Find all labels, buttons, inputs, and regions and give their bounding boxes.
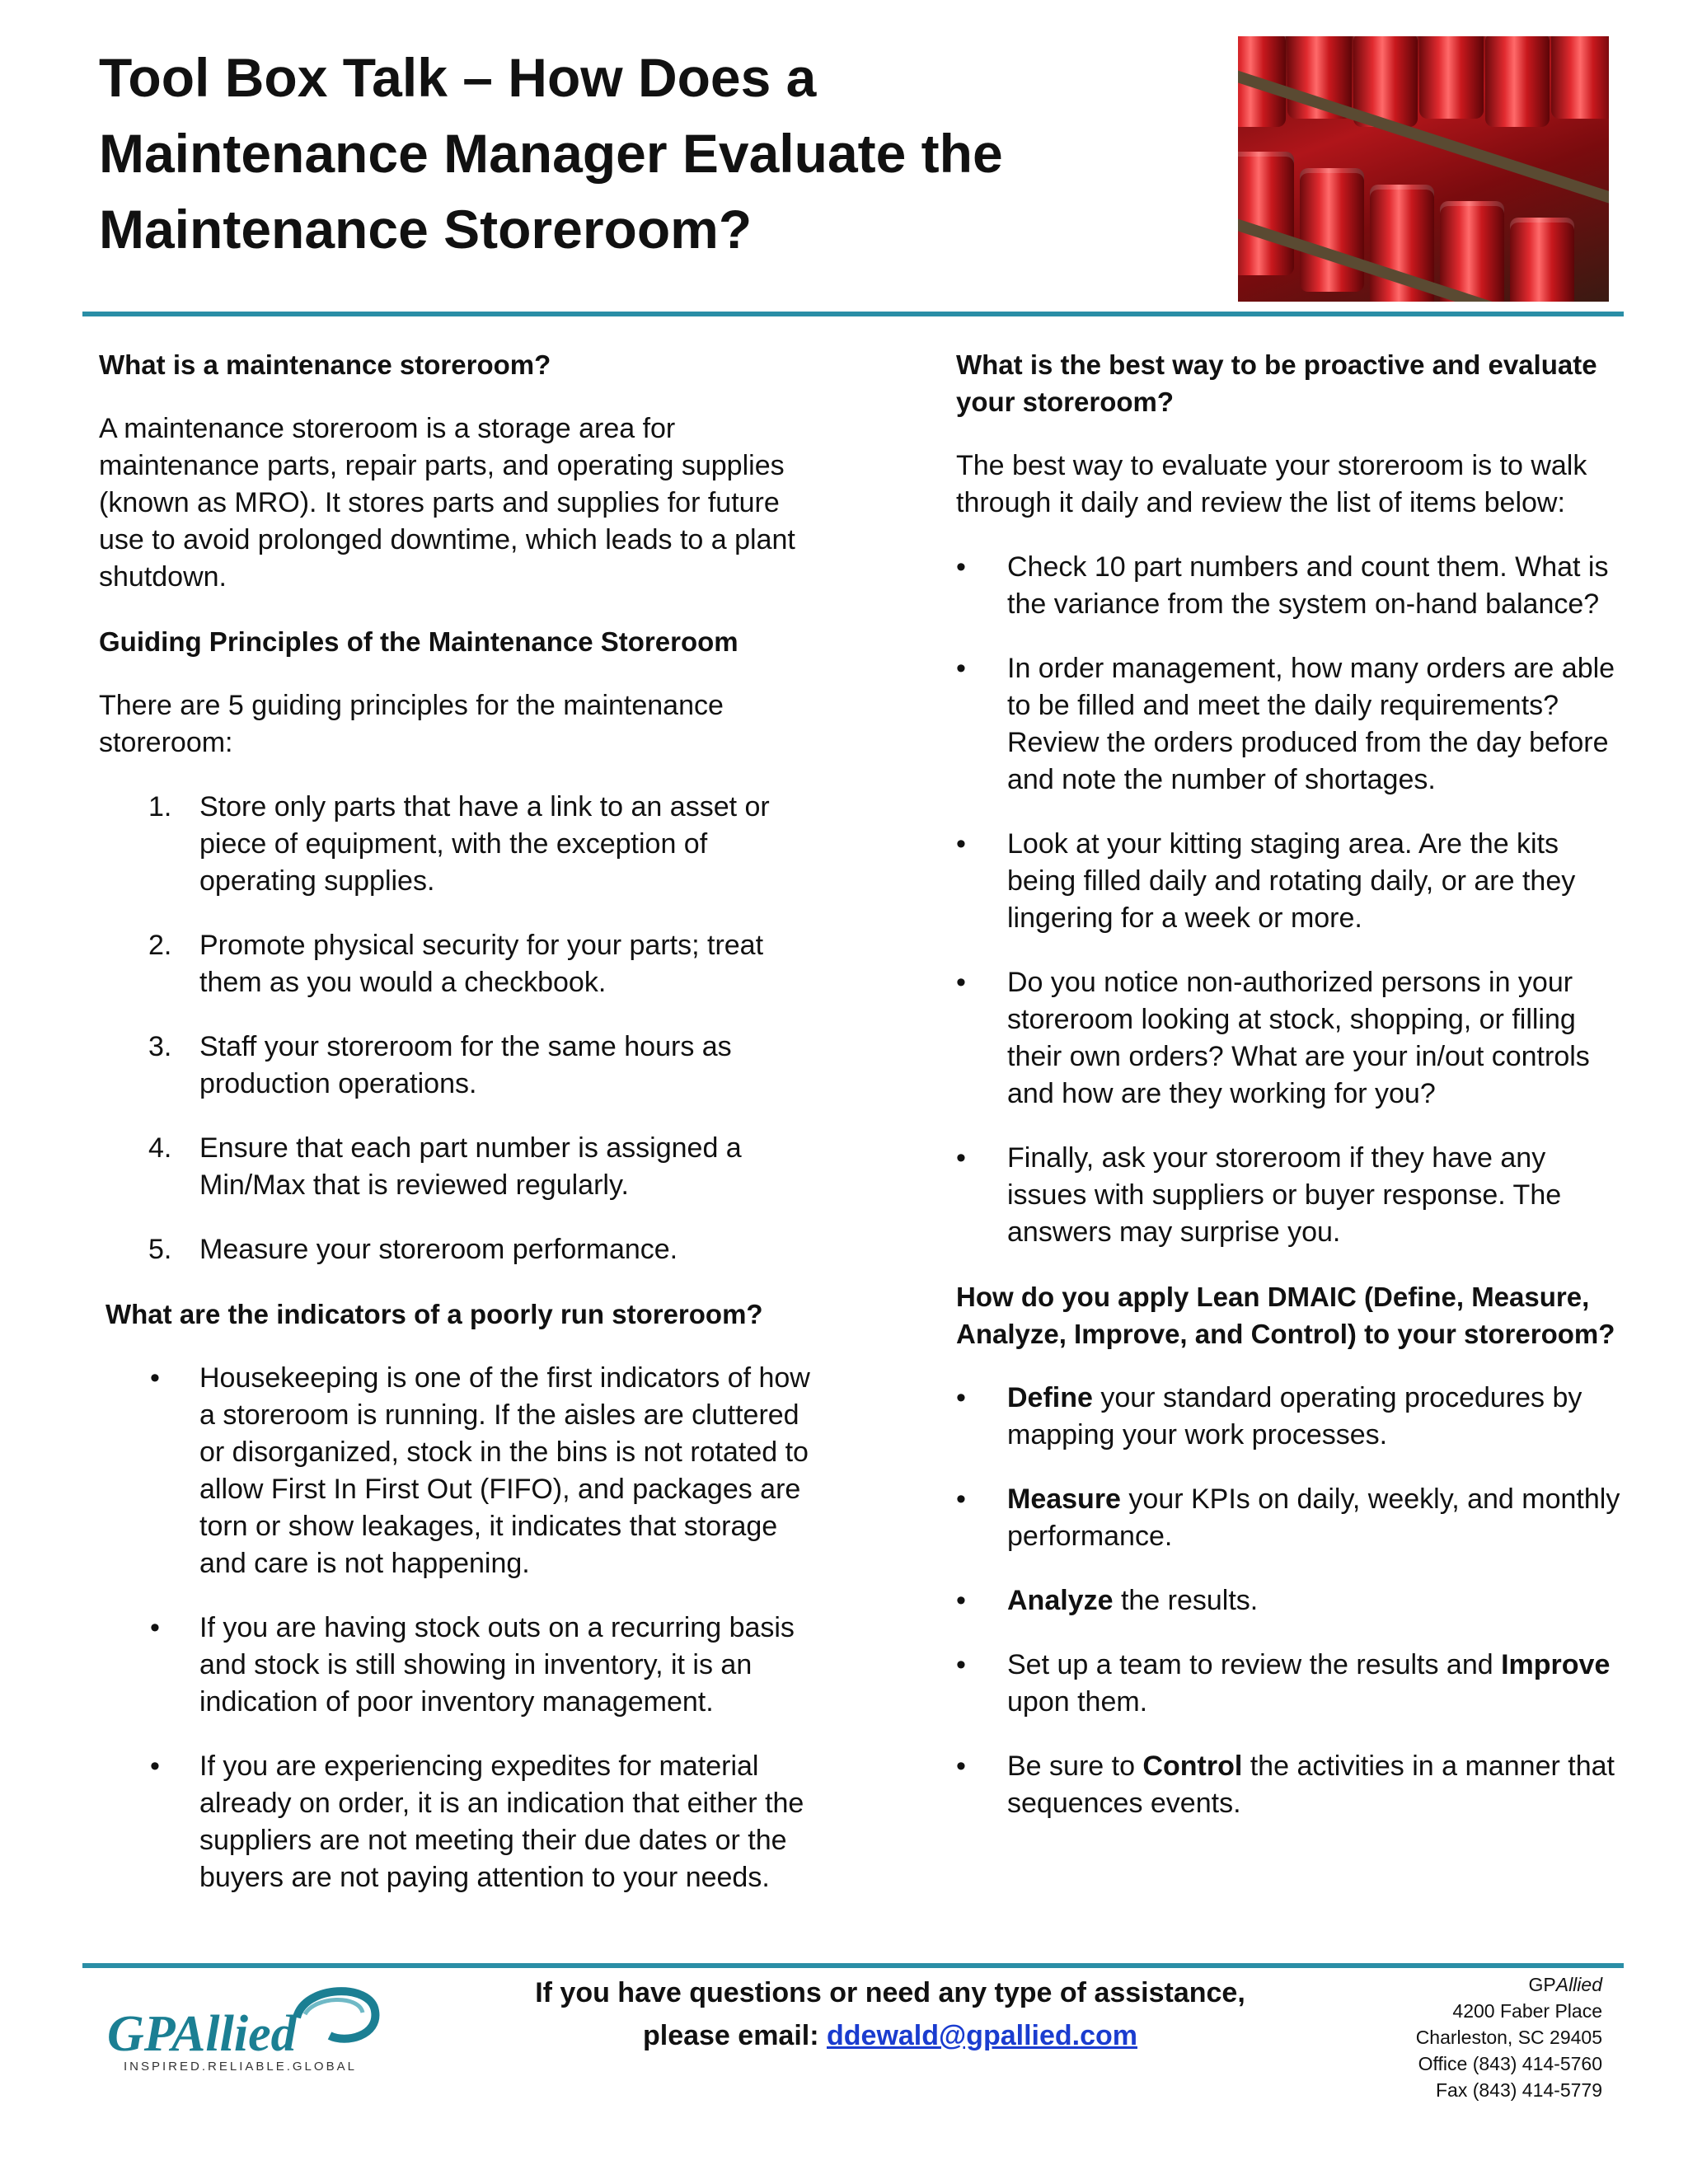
gpallied-logo <box>99 1978 396 2077</box>
contact-line-1: If you have questions or need any type of assistance, <box>535 1977 1245 2008</box>
bullet-icon: • <box>956 1142 966 1174</box>
bullet-icon: • <box>150 1362 160 1394</box>
list-item: • Be sure to Control the activities in a manner that sequences events. <box>956 1748 1624 1822</box>
paragraph-definition: A maintenance storeroom is a storage area for maintenance parts, repair parts, and operating supplies (known as MRO). It stores parts and supplies for future use to avoid prolonged downtime, which leads to a plant shutdown. <box>99 413 795 593</box>
list-item: 3. Staff your storeroom for the same hours as production operations. <box>148 1031 732 1099</box>
svg-text:GPAllied: GPAllied <box>107 2006 297 2062</box>
bullet-icon: • <box>956 551 966 583</box>
bullet-icon: • <box>956 1483 966 1515</box>
title-line-1: Tool Box Talk – How Does a <box>99 47 817 108</box>
company-name: GPAllied <box>1528 1974 1602 1995</box>
email-link[interactable]: ddewald@gpallied.com <box>827 2020 1137 2051</box>
list-item: • Check 10 part numbers and count them. What is the variance from the system on-hand balance? <box>956 549 1624 623</box>
left-column <box>99 346 824 1924</box>
red-barrels-photo <box>1238 36 1609 302</box>
footer-divider <box>82 1963 1624 1968</box>
bullet-icon: • <box>956 1382 966 1413</box>
list-item: • If you are having stock outs on a recurring basis and stock is still showing in inventory, it is an indication of poor inventory management. <box>99 1610 824 1721</box>
indicators-list <box>99 1360 824 1896</box>
contact-block <box>462 1971 1319 2057</box>
bullet-icon: • <box>150 1750 160 1782</box>
right-column <box>956 346 1624 1849</box>
principles-list <box>99 789 824 1268</box>
fax-number: Fax (843) 414-5779 <box>1435 2079 1602 2101</box>
contact-line-2: please email: ddewald@gpallied.com <box>642 2020 1137 2051</box>
section-heading-guiding-principles: Guiding Principles of the Maintenance Storeroom <box>99 626 738 657</box>
company-address <box>1319 1971 1602 2103</box>
dmaic-list <box>956 1380 1624 1822</box>
bullet-icon: • <box>150 1612 160 1643</box>
bullet-icon: • <box>956 828 966 860</box>
list-item: • Measure your KPIs on daily, weekly, and monthly performance. <box>956 1481 1624 1555</box>
bullet-icon: • <box>956 653 966 684</box>
list-item: • Finally, ask your storeroom if they have any issues with suppliers or buyer response. The answers may surprise you. <box>956 1140 1624 1251</box>
list-item: • In order management, how many orders are able to be filled and meet the daily requirements? Review the orders produced from the day before and note the number of shortages. <box>956 650 1624 799</box>
svg-text:INSPIRED.RELIABLE.GLOBAL: INSPIRED.RELIABLE.GLOBAL <box>124 2060 357 2074</box>
address-street: 4200 Faber Place <box>1452 2000 1602 2022</box>
section-heading-proactive: What is the best way to be proactive and evaluate your storeroom? <box>956 349 1597 417</box>
section-heading-what-is: What is a maintenance storeroom? <box>99 349 551 380</box>
bullet-icon: • <box>956 1649 966 1680</box>
checks-list <box>956 549 1624 1251</box>
address-city: Charleston, SC 29405 <box>1415 2027 1602 2048</box>
title-line-3: Maintenance Storeroom? <box>99 199 753 260</box>
paragraph-principles-intro: There are 5 guiding principles for the maintenance storeroom: <box>99 690 724 758</box>
bullet-icon: • <box>956 1585 966 1616</box>
bullet-icon: • <box>956 1750 966 1782</box>
section-heading-indicators: What are the indicators of a poorly run storeroom? <box>106 1299 763 1329</box>
list-item: 4. Ensure that each part number is assigned a Min/Max that is reviewed regularly. <box>148 1132 742 1201</box>
office-phone: Office (843) 414-5760 <box>1418 2053 1602 2074</box>
paragraph-evaluate-intro: The best way to evaluate your storeroom is to walk through it daily and review the list of items below: <box>956 450 1587 518</box>
section-heading-dmaic: How do you apply Lean DMAIC (Define, Measure, Analyze, Improve, and Control) to your storeroom? <box>956 1282 1615 1349</box>
list-item: • Housekeeping is one of the first indicators of how a storeroom is running. If the aisles are cluttered or disorganized, stock in the bins is not rotated to allow First In First Out (FIFO), and packages are torn or show leakages, it indicates that storage and care is not happening. <box>99 1360 824 1582</box>
list-item: 5. Measure your storeroom performance. <box>148 1234 678 1265</box>
list-item: • Look at your kitting staging area. Are the kits being filled daily and rotating daily, or are they lingering for a week or more. <box>956 826 1624 937</box>
list-item: • Define your standard operating procedures by mapping your work processes. <box>956 1380 1624 1454</box>
list-item: 1. Store only parts that have a link to an asset or piece of equipment, with the exception of operating supplies. <box>148 791 770 897</box>
list-item: • If you are experiencing expedites for material already on order, it is an indication that either the suppliers are not meeting their due dates or the buyers are not paying attention to your needs. <box>99 1748 824 1896</box>
list-item: • Analyze the results. <box>956 1582 1624 1619</box>
header-divider <box>82 312 1624 316</box>
page-title <box>99 40 1170 267</box>
list-item: • Set up a team to review the results and Improve upon them. <box>956 1647 1624 1721</box>
list-item: • Do you notice non-authorized persons in your storeroom looking at stock, shopping, or filling their own orders? What are your in/out controls and how are they working for you? <box>956 964 1624 1113</box>
title-line-2: Maintenance Manager Evaluate the <box>99 123 1003 184</box>
list-item: 2. Promote physical security for your parts; treat them as you would a checkbook. <box>148 930 764 998</box>
bullet-icon: • <box>956 967 966 998</box>
